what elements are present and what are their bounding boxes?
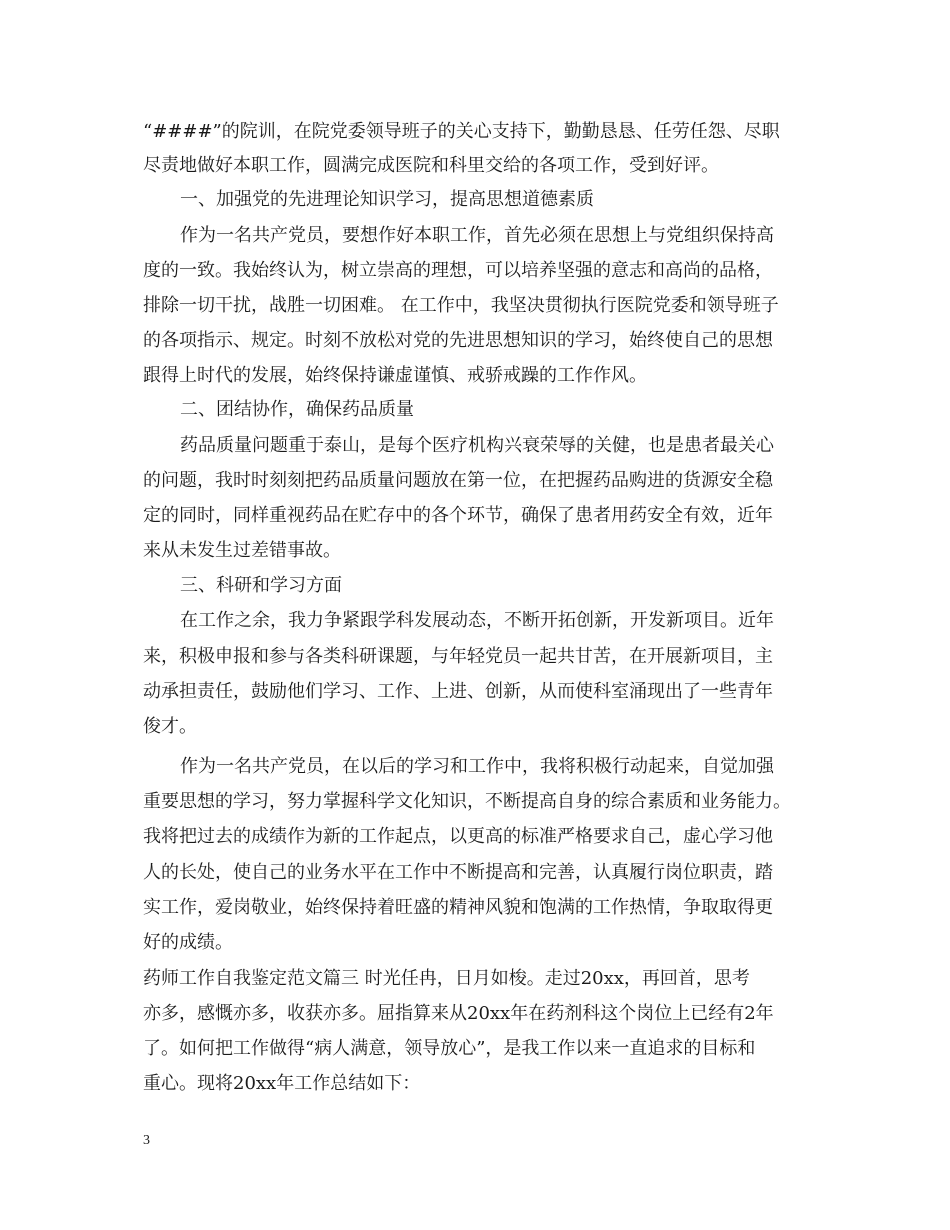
text-line: 度的一致。我始终认为，树立崇高的理想，可以培养坚强的意志和高尚的品格， <box>143 260 773 281</box>
text-line: “####”的院训，在院党委领导班子的关心支持下，勤勤恳恳、任劳任怨、尽职 <box>143 121 780 142</box>
section-title: 药师工作自我鉴定范文篇三 时光任冉，日月如梭。走过20xx，再回首，思考 <box>143 968 750 989</box>
text-line: 在工作之余，我力争紧跟学科发展动态，不断开拓创新，开发新项目。近年 <box>180 610 774 631</box>
text-line: 重要思想的学习，努力掌握科学文化知识，不断提高自身的综合素质和业务能力。 <box>143 791 791 812</box>
text-line: 排除一切干扰，战胜一切困难。 在工作中，我坚决贯彻执行医院党委和领导班子 <box>143 295 779 316</box>
text-line: 动承担责任，鼓励他们学习、工作、上进、创新，从而使科室涌现出了一些青年 <box>143 681 773 702</box>
text-line: 俊才。 <box>143 716 197 737</box>
text-line: 亦多，感慨亦多，收获亦多。屈指算来从20xx年在药剂科这个岗位上已经有2年 <box>143 1003 774 1024</box>
text-line: 药品质量问题重于泰山，是每个医疗机构兴衰荣辱的关健，也是患者最关心 <box>180 435 774 456</box>
text-line: 来从未发生过差错事故。 <box>143 540 341 561</box>
section-heading: 一、加强党的先进理论知识学习，提高思想道德素质 <box>180 189 594 210</box>
text-line: 了。如何把工作做得“病人满意，领导放心”，是我工作以来一直追求的目标和 <box>143 1038 756 1059</box>
text-line: 的各项指示、规定。时刻不放松对党的先进思想知识的学习，始终使自己的思想 <box>143 330 773 351</box>
text-line: 跟得上时代的发展，始终保持谦虚谨慎、戒骄戒躁的工作作风。 <box>143 365 647 386</box>
text-line: 作为一名共产党员，要想作好本职工作，首先必须在思想上与党组织保持高 <box>180 225 774 246</box>
text-line: 来，积极申报和参与各类科研课题，与年轻党员一起共甘苦，在开展新项目，主 <box>143 646 773 667</box>
page-number: 3 <box>143 1133 150 1148</box>
text-line: 人的长处，使自己的业务水平在工作中不断提高和完善，认真履行岗位职责，踏 <box>143 862 773 883</box>
text-line: 的问题，我时时刻刻把药品质量问题放在第一位，在把握药品购进的货源安全稳 <box>143 470 773 491</box>
text-line: 好的成绩。 <box>143 932 233 953</box>
text-line: 定的同时，同样重视药品在贮存中的各个环节，确保了患者用药安全有效，近年 <box>143 505 773 526</box>
text-line: 重心。现将20xx年工作总结如下： <box>143 1073 421 1094</box>
text-line: 尽责地做好本职工作，圆满完成医院和科里交给的各项工作，受到好评。 <box>143 155 719 176</box>
text-line: 实工作，爱岗敬业，始终保持着旺盛的精神风貌和饱满的工作热情，争取取得更 <box>143 897 773 918</box>
text-line: 作为一名共产党员，在以后的学习和工作中，我将积极行动起来，自觉加强 <box>180 756 774 777</box>
section-heading: 三、科研和学习方面 <box>180 575 342 596</box>
text-line: 我将把过去的成绩作为新的工作起点，以更高的标准严格要求自己，虚心学习他 <box>143 826 773 847</box>
section-heading: 二、团结协作，确保药品质量 <box>180 399 414 420</box>
